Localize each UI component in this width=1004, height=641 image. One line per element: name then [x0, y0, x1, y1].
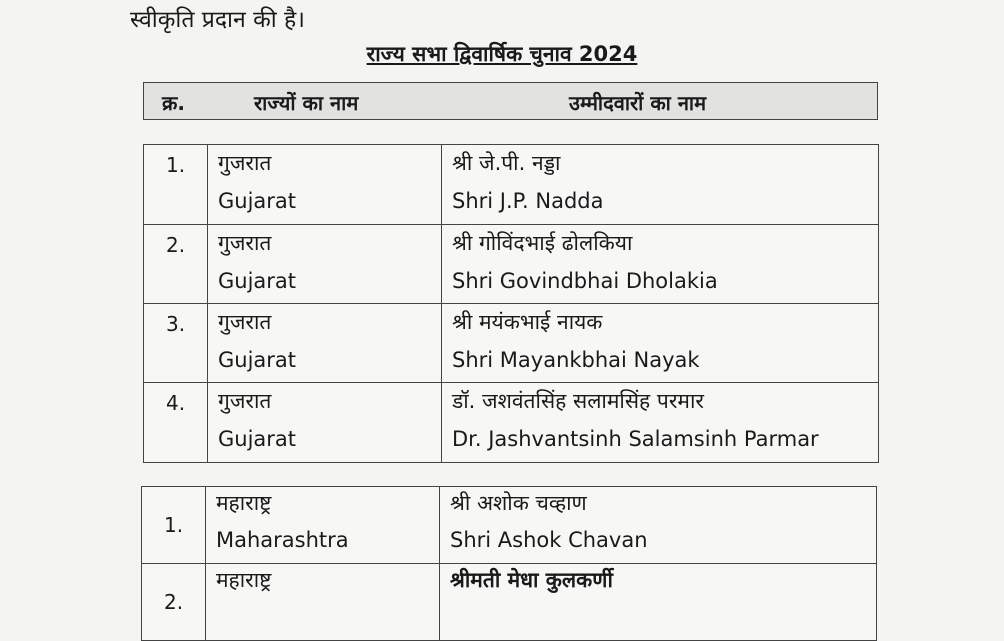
header-candidate: उम्मीदवारों का नाम — [569, 91, 707, 115]
gujarat-table — [143, 144, 879, 463]
candidate-english: Shri Govindbhai Dholakia — [452, 269, 718, 293]
candidate-hindi: श्री अशोक चव्हाण — [450, 491, 587, 515]
candidate-hindi: श्री मयंकभाई नायक — [452, 310, 603, 334]
candidate-english: Shri Ashok Chavan — [450, 528, 648, 552]
state-hindi: गुजरात — [218, 231, 272, 255]
state-english: Gujarat — [218, 189, 297, 213]
candidate-english: Shri J.P. Nadda — [452, 189, 604, 213]
intro-text: स्वीकृति प्रदान की है। — [130, 7, 305, 33]
candidate-hindi: श्रीमती मेधा कुलकर्णी — [450, 568, 613, 592]
candidate-hindi: डॉ. जशवंतसिंह सलामसिंह परमार — [452, 389, 704, 413]
state-hindi: गुजरात — [218, 151, 272, 175]
row-number: 3. — [166, 312, 186, 336]
candidate-english: Dr. Jashvantsinh Salamsinh Parmar — [452, 427, 819, 451]
state-hindi: महाराष्ट्र — [216, 568, 272, 592]
state-hindi: गुजरात — [218, 310, 272, 334]
table-row — [142, 564, 877, 641]
candidate-hindi: श्री गोविंदभाई ढोलकिया — [452, 231, 633, 255]
state-english: Gujarat — [218, 427, 297, 451]
page-title: राज्य सभा द्विवार्षिक चुनाव 2024 — [366, 42, 638, 66]
table-row — [142, 487, 877, 564]
state-english: Gujarat — [218, 269, 297, 293]
maharashtra-table — [141, 486, 877, 641]
row-number: 1. — [166, 153, 186, 177]
header-serial: क्र. — [162, 91, 185, 115]
row-number: 2. — [164, 590, 184, 614]
table-row — [144, 304, 879, 383]
row-number: 1. — [164, 513, 184, 537]
state-hindi: महाराष्ट्र — [216, 491, 272, 515]
table-header — [143, 82, 878, 120]
state-english: Gujarat — [218, 348, 297, 372]
row-number: 2. — [166, 233, 186, 257]
header-state: राज्यों का नाम — [254, 91, 359, 115]
state-english: Maharashtra — [216, 528, 349, 552]
row-number: 4. — [166, 391, 186, 415]
candidate-english: Shri Mayankbhai Nayak — [452, 348, 700, 372]
table-row — [144, 225, 879, 304]
table-row — [144, 145, 879, 225]
candidate-hindi: श्री जे.पी. नड्डा — [452, 151, 561, 175]
table-row — [144, 383, 879, 463]
state-hindi: गुजरात — [218, 389, 272, 413]
